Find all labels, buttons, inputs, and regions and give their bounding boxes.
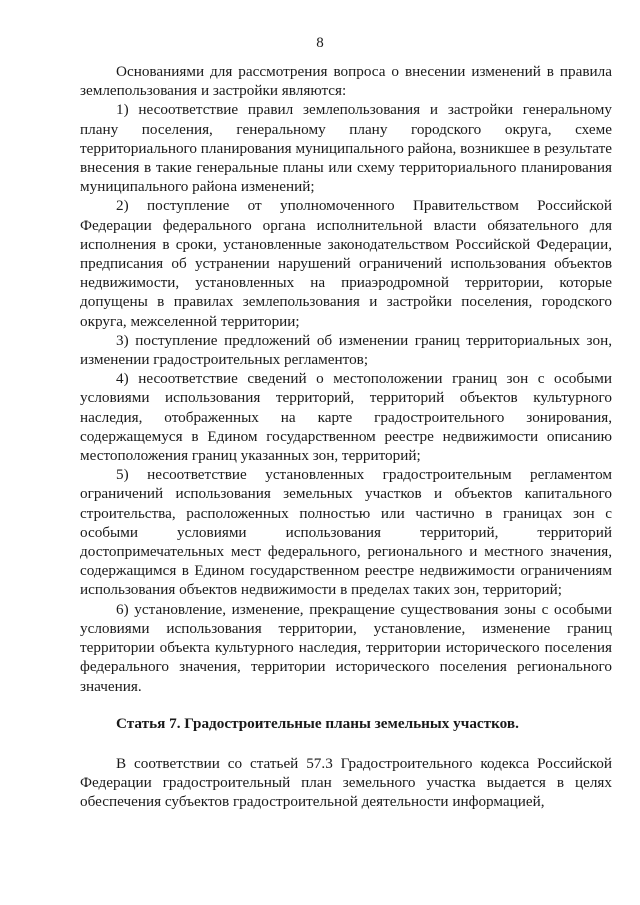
article-7-paragraph: В соответствии со статьей 57.3 Градостроительного кодекса Российской Федерации градостроительный план земельного участка выдается в целях обеспечения субъектов градостроительной деятельности информацией, bbox=[80, 754, 612, 811]
article-7-heading: Статья 7. Градостроительные планы земельных участков. bbox=[116, 714, 519, 732]
list-item-5: 5) несоответствие установленных градостроительным регламентом ограничений использования земельных участков и объектов капитального строительства, расположенных полностью или частично в границах зон с особыми условиями использования территорий, территорий достопримечательных мест федерального, регионального и местного значения, содержащимся в Едином государственном реестре недвижимости ограничениям использования объектов недвижимости в пределах таких зон, территорий; bbox=[80, 466, 612, 599]
list-item-4: 4) несоответствие сведений о местоположении границ зон с особыми условиями использования территорий, территорий объектов культурного наследия, отображенных на карте градостроительного зонирования, содержащемуся в Едином государственном реестре недвижимости описанию местоположения границ указанных зон, территорий; bbox=[80, 370, 612, 465]
list-item-1: 1) несоответствие правил землепользования и застройки генеральному плану поселения, генеральному плану городского округа, схеме территориального планирования муниципального района, возникшее в результате внесения в такие генеральные планы или схему территориального планирования муниципального района изменений; bbox=[80, 101, 612, 196]
list-item-3: 3) поступление предложений об изменении границ территориальных зон, изменении градостроительных регламентов; bbox=[80, 331, 612, 369]
paragraph-intro: Основаниями для рассмотрения вопроса о внесении изменений в правила землепользования и застройки являются: bbox=[80, 63, 612, 100]
document-body bbox=[80, 62, 612, 812]
list-item-2: 2) поступление от уполномоченного Правительством Российской Федерации федерального органа исполнительной власти обязательного для исполнения в сроки, установленные законодательством Российской Федерации, предписания об устранении нарушений ограничений использования объектов недвижимости, установленных на приаэродромной территории, которые допущены в правилах землепользования и застройки поселения, городского округа, межселенной территории; bbox=[80, 197, 612, 330]
list-item-6: 6) установление, изменение, прекращение существования зоны с особыми условиями использования территории, установление, изменение границ территории объекта культурного наследия, территории исторического поселения федерального значения, территории исторического поселения регионального значения. bbox=[80, 600, 612, 695]
page-number: 8 bbox=[316, 35, 324, 51]
